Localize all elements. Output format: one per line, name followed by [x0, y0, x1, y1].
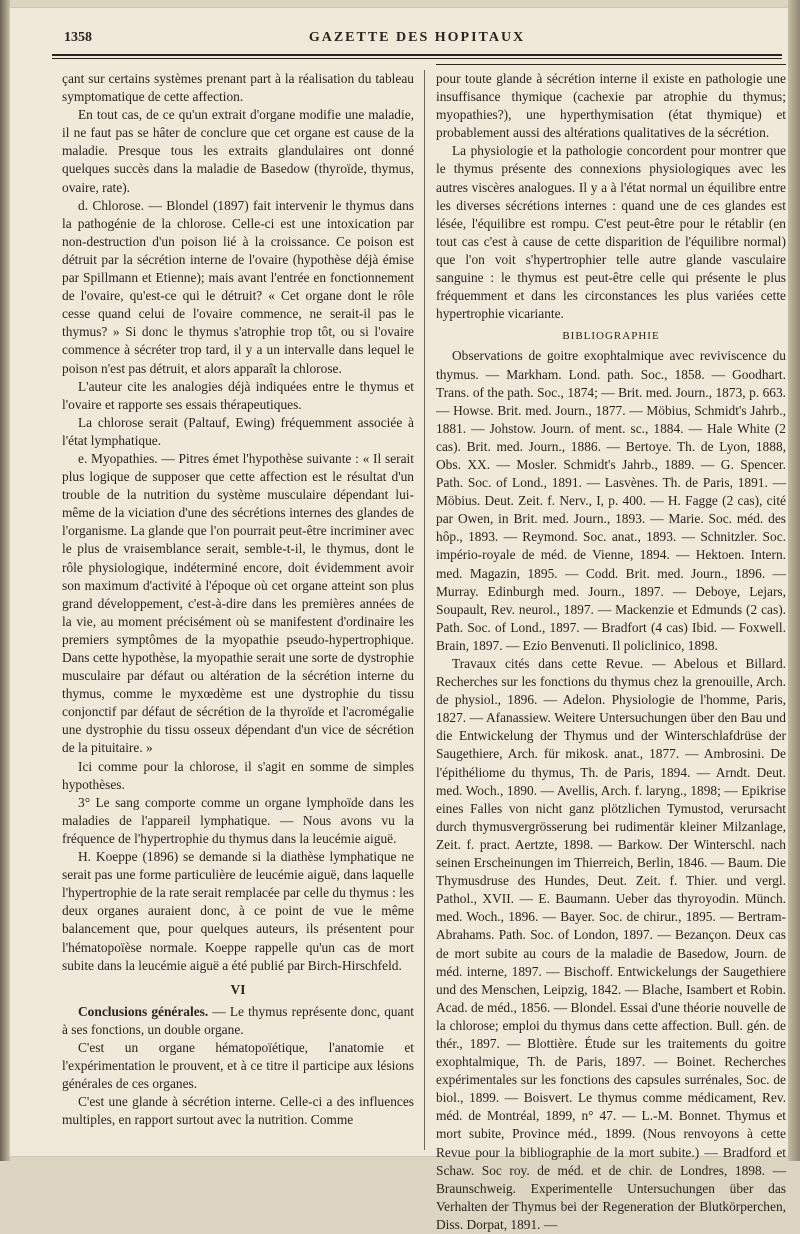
bibliography-entry: Travaux cités dans cette Revue. — Abelous et Billard. Recherches sur les fonctions du thymus chez la grenouille, Arch. de physiol., 1896. — Adelon. Physiologie de l'homme, Paris, 1827. — Afanassiew. Weitere Untersuchungen über den Bau und die Entwickelung der Thymus und der Winterschlafdrüse der Saugethiere, Arch. für mikosk. anat., 1877. — Ambrosini. De l'épithéliome du thymus, Th. de Paris, 1894. — Arndt. Deut. med. Woch., 1890. — Avellis, Arch. f. laryng., 1898; — Epikrise eines Falles von nicht ganz plötzlichen Tymustod, verursacht durch thymusvergrösserung bei rudimentär kleiner Milzanlage, Zeit. f. pract. Aertzte, 1898. — Barkow. Der Winterschl. nach seinen Erscheinungen im Thierreich, Berlin, 1846. — Baum. Die Thymusdruse des Hundes, Deut. Zeit. f. Thier. und vergl. Pathol., XVII. — E. Baumann. Ueber das thyroyodin. Münch. med. Woch., 1896. — Bayer. Soc. de chirur., 1895. — Bertram-Abrahams. Path. Soc. of London, 1897. — Bezançon. Deux cas de mort subite au cours de la maladie de Basedow, Journ. de méd. interne, 1897. — Bischoff. Entwickelungs der Saugethiere und des Menschen, Leipzig, 1842. — Blache, Isambert et Robin. Acad. de méd., 1856. — Blondel. Essai d'une théorie nouvelle de la chlorose; emploi du thymus dans cette affection. Bull. gén. de thér., 1897. — Blottière. Étude sur les traitements du goitre exophtalmique, Th. de Paris, 1897. — Boinet. Recherches expérimentales sur les fonctions des capsules surrénales, Soc. de biol., 1899. — Boisvert. Le thymus comme médicament, Rev. méd. de Montréal, 1899, n° 47. — L.-M. Bonnet. Thymus et mort subite, Province méd., 1899. (Nous renvoyons à cette Revue pour la bibliographie de la mort subite.) — Bradford et Schaw. Soc roy. de méd. et de chir. de Londres, 1898. — Braunschweig. Experimentelle Untersuchungen über das Verhalten der Thymus bei der Regeneration der Blutkörperchen, Diss. Dorpat, 1891. —	[436, 656, 786, 1232]
paragraph: La physiologie et la pathologie concordent pour montrer que le thymus présente des connexions physiologiques avec les autres viscères analogues. Il y a à l'état normal un équilibre entre les diverses sécrétions internes : quand une de ces glandes est lésée, l'équilibre est rompu. C'est peut-être pour le rétablir (en tout cas c'est à cause de cette disparition de l'équilibre normal) que l'on voit s'hypertrophier telle autre glande vasculaire sanguine : le thymus est peut-être celle qui présente le plus fréquemment et dans les circonstances les plus variées cette hypertrophie vicariante.	[436, 143, 786, 322]
left-column	[62, 70, 414, 1129]
paragraph: En tout cas, de ce qu'un extrait d'organe modifie une maladie, il ne faut pas se hâter de conclure que cet organe est cause de la maladie. Presque tous les extraits glandulaires ont donné quelques succès dans la maladie de Basedow (thyroïde, thymus, ovaire, rate).	[62, 107, 414, 195]
paragraph: H. Koeppe (1896) se demande si la diathèse lymphatique ne serait pas une forme particulière de leucémie aiguë, dans laquelle l'hypertrophie de la rate serait remplacée par celle du thymus : les deux organes auraient donc, à ce point de vue le même balancement que, pour quelques auteurs, ils présentent pour l'hématopoïèse normale. Koeppe rappelle qu'un cas de mort subite dans la leucémie aiguë a été publié par Birch-Hirschfeld.	[62, 849, 414, 973]
paragraph-chlorose: d. Chlorose. — Blondel (1897) fait intervenir le thymus dans la pathogénie de la chlorose. Celle-ci est une intoxication par non-destruction d'un poison lié à la croissance. Ce poison est détruit par la sécrétion interne de l'ovaire (hypothèse déjà émise par Spillmann et Etienne); mais avant l'entrée en fonctionnement de l'ovaire, qu'est-ce qui le détruit? « Cet organe dont le rôle cesse quand celui de l'ovaire commence, ne serait-il pas le thymus? » Si donc le thymus s'atrophie trop tôt, ou si l'ovaire commence à sécréter trop tard, il y a un intervalle dans lequel le poison n'est pas détruit, et alors apparaît la chlorose.	[62, 197, 414, 376]
bibliography	[436, 347, 786, 1234]
paragraph: — Le thymus représente donc, quant à ses fonctions, un double organe.	[62, 1003, 414, 1037]
paragraph: pour toute glande à sécrétion interne il existe en pathologie une insuffisance thymique (cachexie par atrophie du thymus; myopathies?), une hyperthymisation (état thymique) et probablement aussi des altérations qualitatives de la sécrétion.	[436, 71, 786, 141]
document-page	[10, 8, 788, 1232]
bibliography-entry: Observations de goitre exophtalmique avec reviviscence du thymus. — Markham. Lond. path. Soc., 1858. — Goodhart. Trans. of the path. Soc., 1874; — Brit. med. Journ., 1873, p. 663. — Howse. Brit. med. Journ., 1877. — Möbius, Schmidt's Jahrb., 1881. — Johstow. Journ. of ment. sc., 1884. — Hale White (2 cas). Brit. med. Journ., 1886. — Bertoye. Th. de Lyon, 1888, Obs. XX. — Mosler. Schmidt's Jahrb., 1889. — G. Spencer. Path. Soc. of Lond., 1891. — Lasvènes. Th. de Paris, 1891. — Möbius. Deut. Zeit. f. Nerv., I, p. 400. — H. Fagge (2 cas), cité par Owen, in Brit. med. Journ., 1893. — Marie. Soc. méd. des hôp., 1893. — Reymond. Soc. anat., 1893. — Schnitzler. Soc. império-royale de méd. de Vienne, 1894. — Hektoen. Intern. med. Magazin, 1895. — Codd. Brit. med. Journ., 1896. — Murray. Edinburgh med. Journ., 1897. — Deboye, Lejars, Soupault, Rev. neurol., 1897. — Mackenzie et Edmunds (2 cas). Path. Soc. of Lond., 1897. — Bradfort (4 cas) Ibid. — Foxwell. Brain, 1897. — Ezio Benvenuti. Il policlinico, 1898.	[436, 348, 786, 653]
paragraph-myopathies: e. Myopathies. — Pitres émet l'hypothèse suivante : « Il serait plus logique de supposer que cette affection est le résultat d'un trouble de la nutrition du système musculaire dépendant lui-même de la viciation d'une des sécrétions internes des glandes de l'organisme. La glande que l'on pourrait peut-être incriminer avec le plus de vraisemblance serait, semble-t-il, le thymus, dont le rôle physiologique, indéterminé encore, doit évidemment avoir son maximum d'activité à l'époque où cet organe atteint son plus grand développement, c'est-à-dire dans les premières années de la vie, au moment précisément où se manifestent d'ordinaire les premiers symptômes de la myopathie pseudo-hypertrophique. Dans cette hypothèse, la myopathie serait une sorte de dystrophie musculaire par défaut ou altération de la sécrétion interne du thymus, comme le myxœdème est une dystrophie du tissu conjonctif par défaut de sécrétion de la thyroïde et l'acromégalie une dystrophie du tissu osseux dépendant d'un vice de sécrétion de la pituitaire. »	[62, 450, 414, 756]
paragraph: Ici comme pour la chlorose, il s'agit en somme de simples hypothèses.	[62, 758, 414, 792]
paragraph: L'auteur cite les analogies déjà indiquées entre le thymus et l'ovaire et rapporte ses essais thérapeutiques.	[62, 378, 414, 412]
page-edge-left	[0, 0, 10, 1161]
header-rule	[52, 54, 782, 56]
page-number: 1358	[64, 30, 92, 45]
paragraph: La chlorose serait (Paltauf, Ewing) fréquemment associée à l'état lymphatique.	[62, 414, 414, 448]
paragraph: C'est un organe hématopoïétique, l'anatomie et l'expérimentation le prouvent, et à ce titre il participe aux lésions générales de ces organes.	[62, 1039, 414, 1092]
bibliography-heading: BIBLIOGRAPHIE	[562, 330, 660, 343]
header-rule-thin	[52, 58, 782, 59]
paragraph: çant sur certains systèmes prenant part à la réalisation du tableau symptomatique de cette affection.	[62, 71, 414, 105]
right-column	[436, 70, 786, 1234]
journal-title: GAZETTE DES HOPITAUX	[308, 30, 526, 45]
paragraph-sang: 3° Le sang comporte comme un organe lymphoïde dans les maladies de l'appareil lymphatique. — Nous avons vu la fréquence de l'hypertrophie du thymus dans la leucémie aiguë.	[62, 794, 414, 846]
column-divider	[424, 70, 425, 1150]
page-edge-right	[788, 0, 800, 1161]
right-column-top-rule	[436, 64, 786, 65]
section-heading-vi: VI	[230, 981, 246, 997]
page-header	[52, 28, 782, 52]
paragraph: C'est une glande à sécrétion interne. Celle-ci a des influences multiples, en rapport surtout avec la nutrition. Comme	[62, 1094, 414, 1128]
conclusions-title: Conclusions générales.	[78, 1003, 209, 1019]
